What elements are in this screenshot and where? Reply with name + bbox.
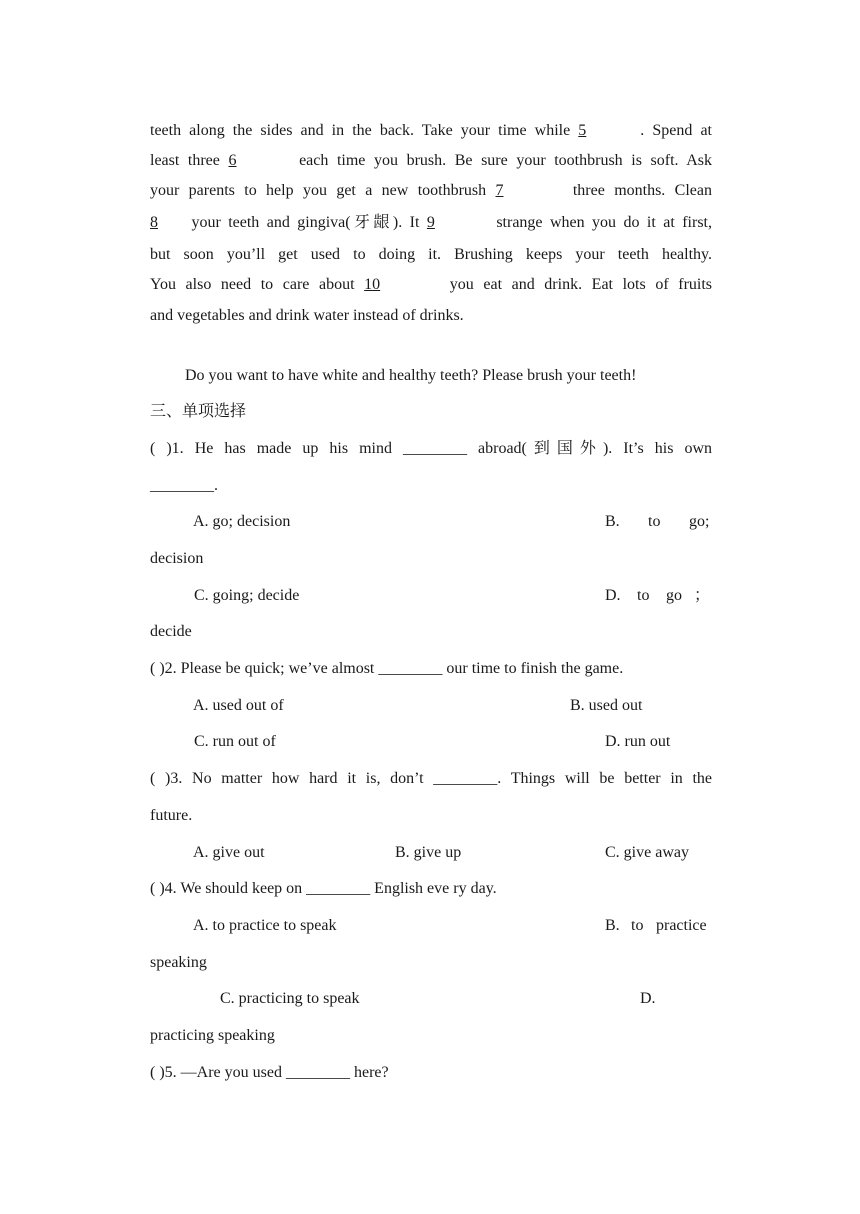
- q1-option-d-cont: decide: [150, 623, 192, 640]
- question-5-stem: ( )5. —Are you used ________ here?: [150, 1064, 389, 1081]
- question-1-stem: ( )1. He has made up his mind ________ abroad(到国外). It’s his own: [150, 440, 712, 457]
- passage-line-1: teeth along the sides and in the back. Take your time while 5 . Spend at: [150, 122, 712, 139]
- q1-option-c: C. going; decide: [194, 587, 300, 604]
- blank-7: 7: [495, 182, 504, 199]
- q4-option-a: A. to practice to speak: [193, 917, 337, 934]
- q2-option-b: B. used out: [570, 697, 643, 714]
- passage-line-7: and vegetables and drink water instead of drinks.: [150, 307, 464, 324]
- blank-6: 6: [228, 152, 237, 169]
- blank-10: 10: [364, 276, 381, 293]
- q1-option-b-word-1: to: [648, 513, 661, 530]
- q1-option-b-label: B.: [605, 513, 620, 530]
- blank-5: 5: [578, 122, 587, 139]
- passage-line-4: 8 your teeth and gingiva(牙龈). It 9 strange when you do it at first,: [150, 214, 712, 231]
- q3-option-c: C. give away: [605, 844, 689, 861]
- q4-option-b-word-1: to: [631, 917, 644, 934]
- q4-option-b-cont: speaking: [150, 954, 207, 971]
- q4-option-b-label: B.: [605, 917, 620, 934]
- passage-line-6: You also need to care about 10 you eat and drink. Eat lots of fruits: [150, 276, 713, 293]
- q1-option-b-cont: decision: [150, 550, 204, 567]
- q4-option-d-cont: practicing speaking: [150, 1027, 275, 1044]
- q4-option-c: C. practicing to speak: [220, 990, 360, 1007]
- passage-closing: Do you want to have white and healthy teeth? Please brush your teeth!: [185, 367, 637, 384]
- section-title: 三、单项选择: [150, 403, 247, 420]
- passage-line-3: your parents to help you get a new toothbrush 7 three months. Clean: [150, 182, 712, 199]
- q4-option-d-label: D.: [640, 990, 656, 1007]
- q1-option-a: A. go; decision: [193, 513, 291, 530]
- q2-option-d: D. run out: [605, 733, 671, 750]
- question-3-stem-cont: future.: [150, 807, 193, 824]
- q3-option-a: A. give out: [193, 844, 265, 861]
- q1-option-d-label: D.: [605, 587, 621, 604]
- passage-line-2: least three 6 each time you brush. Be sure your toothbrush is soft. Ask: [150, 152, 713, 169]
- q1-option-d-word-2: go: [666, 587, 682, 604]
- q2-option-c: C. run out of: [194, 733, 276, 750]
- blank-8: 8: [150, 214, 158, 231]
- question-3-stem: ( )3. No matter how hard it is, don’t ________. Things will be better in the: [150, 770, 712, 787]
- q2-option-a: A. used out of: [193, 697, 284, 714]
- question-4-stem: ( )4. We should keep on ________ English eve ry day.: [150, 880, 497, 897]
- passage-line-5: but soon you’ll get used to doing it. Brushing keeps your teeth healthy.: [150, 246, 712, 263]
- q1-option-b-word-2: go;: [689, 513, 710, 530]
- question-2-stem: ( )2. Please be quick; we’ve almost ________ our time to finish the game.: [150, 660, 624, 677]
- question-1-stem-cont: ________.: [150, 477, 218, 494]
- blank-9: 9: [426, 214, 435, 231]
- q3-option-b: B. give up: [395, 844, 462, 861]
- q4-option-b-word-2: practice: [656, 917, 707, 934]
- q1-option-d-word-1: to: [637, 587, 650, 604]
- q1-option-d-sep: ；: [694, 587, 711, 604]
